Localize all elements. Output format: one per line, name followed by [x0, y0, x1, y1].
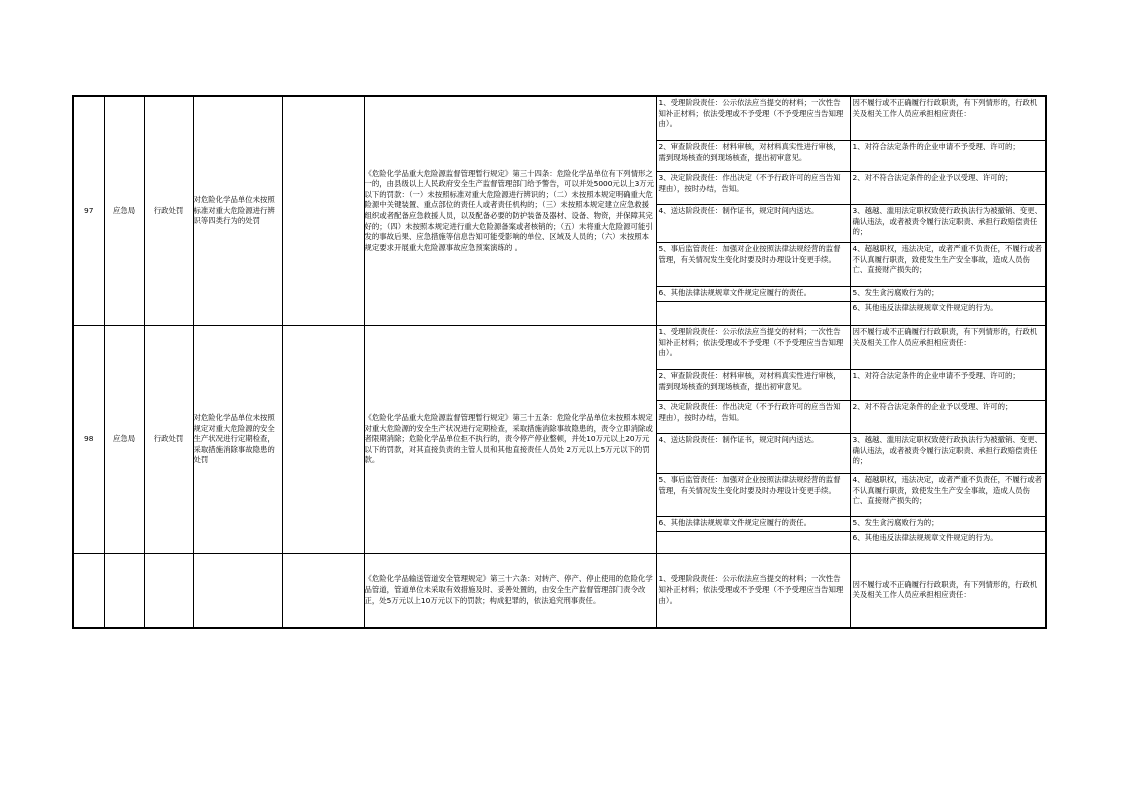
duty-item: 4、送达阶段责任：制作证书，规定时间内送达。 [657, 205, 850, 243]
duty-item: 2、审查阶段责任：材料审核，对材料真实性进行审核，需到现场核查的到现场核查，提出初审意见。 [657, 370, 850, 401]
item-name-cell: 对危险化学品单位未按照标准对重大危险源进行辨识等四类行为的处罚 [193, 96, 282, 326]
power-list-table [72, 95, 1047, 629]
duty-item: 1、受理阶段责任：公示依法应当提交的材料；一次性告知补正材料；依法受理或不予受理（不予受理应当告知理由）。 [658, 574, 844, 605]
duty-item: 6、其他法律法规规章文件规定应履行的责任。 [657, 287, 850, 302]
liability-item: 5、发生贪污腐败行为的； [851, 287, 1046, 302]
liability-item: 因不履行或不正确履行行政职责，有下列情形的，行政机关及相关工作人员应承担相应责任： [851, 326, 1046, 370]
duty-item: 5、事后监管责任：加强对企业按照法律法规经营的监督管理，有关情况发生变化时要及时办理设计变更手续。 [657, 243, 850, 287]
duty-item: 4、送达阶段责任：制作证书，规定时间内送达。 [657, 434, 850, 474]
liability-item: 4、超越职权，违法决定，或者严重不负责任，不履行或者不认真履行职责，致使发生生产安全事故，造成人员伤亡、直接财产损失的； [851, 243, 1046, 287]
row-number [73, 554, 104, 628]
liability-item: 3、越越、滥用法定职权致使行政执法行为被撤销、变更、确认违法，或者被责令履行法定职责、承担行政赔偿责任的； [851, 434, 1046, 474]
power-type-cell: 行政处罚 [144, 326, 193, 554]
liability-item: 6、其他违反法律法规规章文件规定的行为。 [852, 533, 998, 542]
legal-basis-cell: 《危险化学品输送管道安全管理规定》第三十六条：对转产、停产、停止使用的危险化学品管道，管道单位未采取有效措施及时、妥善处置的，由安全生产监督管理部门责令改正，处5万元以上10万元以下的罚款；构成犯罪的，依法追究刑事责任。 [364, 554, 656, 628]
row-number: 97 [73, 96, 104, 326]
liability-item: 3、越越、滥用法定职权致使行政执法行为被撤销、变更、确认违法，或者被责令履行法定职责、承担行政赔偿责任的； [851, 205, 1046, 243]
department-cell: 应急局 [104, 326, 144, 554]
duty-cell [656, 554, 850, 628]
liability-item: 4、超越职权，违法决定，或者严重不负责任，不履行或者不认真履行职责，致使发生生产安全事故，造成人员伤亡、直接财产损失的； [851, 474, 1046, 517]
department-cell: 应急局 [104, 96, 144, 326]
duty-item: 1、受理阶段责任：公示依法应当提交的材料；一次性告知补正材料；依法受理或不予受理（不予受理应当告知理由）。 [657, 97, 850, 141]
table-row [73, 554, 1046, 628]
table-row [73, 96, 1046, 326]
duty-item: 2、审查阶段责任：材料审核，对材料真实性进行审核，需到现场核查的到现场核查，提出初审意见。 [657, 141, 850, 172]
duty-item: 5、事后监管责任：加强对企业按照法律法规经营的监督管理，有关情况发生变化时要及时办理设计变更手续。 [657, 474, 850, 517]
empty-cell [282, 554, 364, 628]
legal-basis-cell: 《危险化学品重大危险源监督管理暂行规定》第三十五条：危险化学品单位未按照本规定对重大危险源的安全生产状况进行定期检查，采取措施消除事故隐患的，责令立即消除或者限期消除；危险化学品单位拒不执行的，责令停产停业整顿，并处10万元以上20万元以下的罚款，对其直接负责的主管人员和其他直接责任人员处 2万元以上5万元以下的罚款。 [364, 326, 656, 554]
liability-item: 因不履行或不正确履行行政职责，有下列情形的，行政机关及相关工作人员应承担相应责任： [851, 97, 1046, 141]
duty-item: 3、决定阶段责任：作出决定（不予行政许可的应当告知理由），按时办结，告知。 [657, 172, 850, 205]
duty-item: 6、其他法律法规规章文件规定应履行的责任。 [657, 517, 850, 532]
liability-item: 2、对不符合法定条件的企业予以受理、许可的； [851, 401, 1046, 434]
power-type-cell [144, 554, 193, 628]
duty-cell [656, 96, 850, 326]
department-cell [104, 554, 144, 628]
duty-item: 1、受理阶段责任：公示依法应当提交的材料；一次性告知补正材料；依法受理或不予受理（不予受理应当告知理由）。 [657, 326, 850, 370]
empty-cell [282, 96, 364, 326]
table-row [73, 326, 1046, 554]
legal-basis-cell: 《危险化学品重大危险源监督管理暂行规定》第三十四条：危险化学品单位有下列情形之一的，由县级以上人民政府安全生产监督管理部门给予警告，可以并处5000元以上3万元以下的罚款：（一）未按照标准对重大危险源进行辨识的；（二）未按照本规定明确重大危险源中关键装置、重点部位的责任人或者责任机构的；（三）未按照本规定建立应急救援组织或者配备应急救援人员，以及配备必要的防护装备及器材、设备、物资，并保障其完好的；（四）未按照本规定进行重大危险源备案或者核销的；（五）未将重大危险源可能引发的事故后果、应急措施等信息告知可能受影响的单位、区域及人员的；（六）未按照本规定要求开展重大危险源事故应急预案演练的 。 [364, 96, 656, 326]
row-number: 98 [73, 326, 104, 554]
liability-cell [850, 96, 1046, 326]
duty-item: 3、决定阶段责任：作出决定（不予行政许可的应当告知理由），按时办结，告知。 [657, 401, 850, 434]
duty-cell [656, 326, 850, 554]
liability-cell [850, 554, 1046, 628]
liability-item: 因不履行或不正确履行行政职责，有下列情形的，行政机关及相关工作人员应承担相应责任： [852, 579, 1038, 600]
liability-item: 5、发生贪污腐败行为的； [851, 517, 1046, 532]
liability-item: 1、对符合法定条件的企业申请不予受理、许可的； [851, 141, 1046, 172]
liability-item: 2、对不符合法定条件的企业予以受理、许可的； [851, 172, 1046, 205]
duty-item [657, 302, 850, 325]
empty-cell [282, 326, 364, 554]
liability-cell [850, 326, 1046, 554]
liability-item: 6、其他违反法律法规规章文件规定的行为。 [852, 303, 998, 312]
item-name-cell [193, 554, 282, 628]
liability-item: 1、对符合法定条件的企业申请不予受理、许可的； [851, 370, 1046, 401]
power-type-cell: 行政处罚 [144, 96, 193, 326]
duty-item [657, 532, 850, 553]
item-name-cell: 对危险化学品单位未按照规定对重大危险源的安全生产状况进行定期检查，采取措施消除事故隐患的处罚 [193, 326, 282, 554]
